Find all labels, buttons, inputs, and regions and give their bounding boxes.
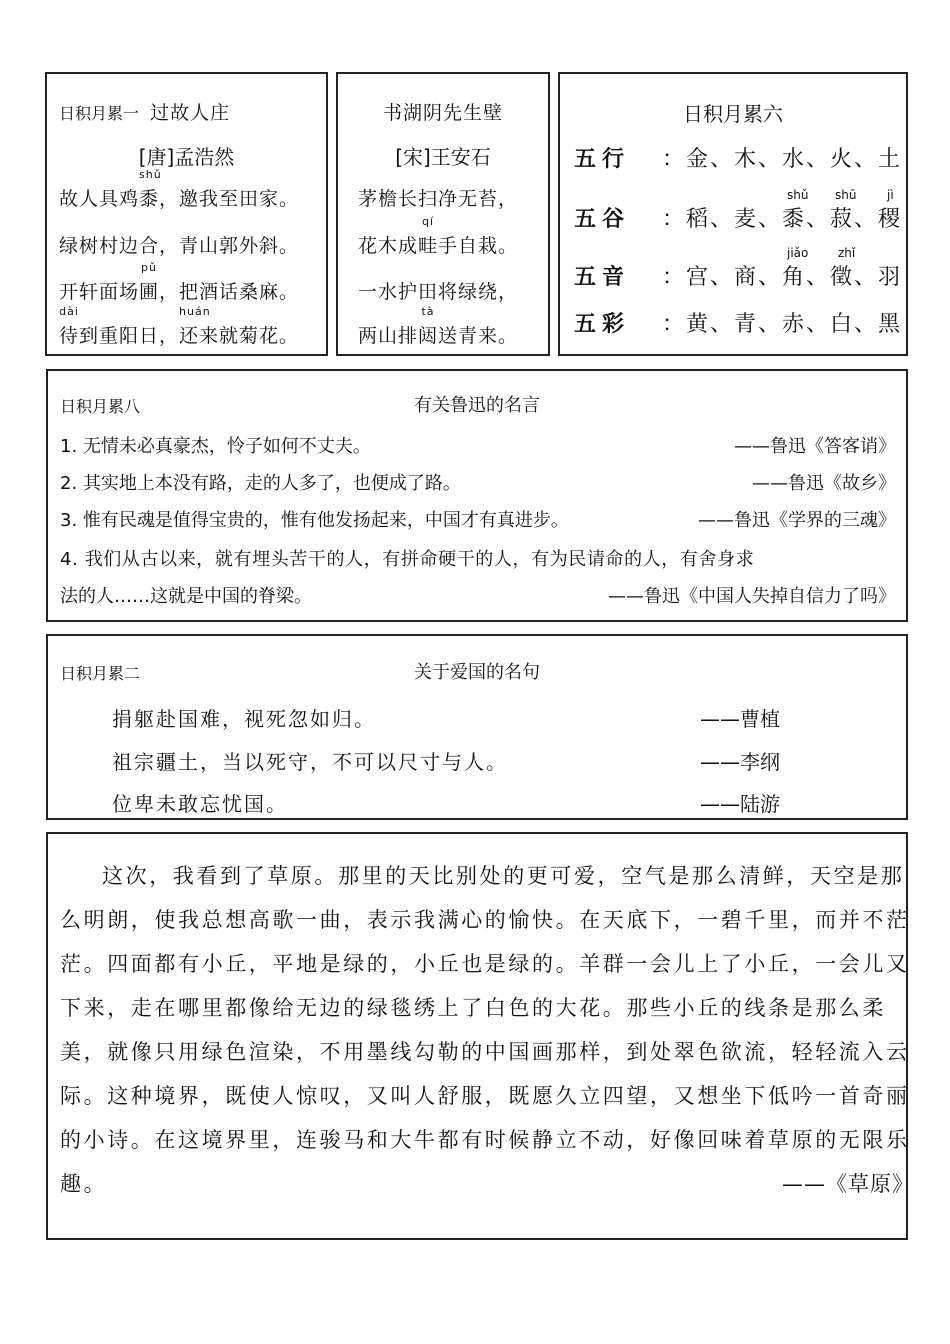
quote-row: 法的人……这就是中国的脊梁。 ——鲁迅《中国人失掉自信力了吗》 [60, 586, 896, 607]
list-item: 五彩 ：黄、青、赤、白、黑 [574, 312, 903, 337]
poem-card-guo-gu-ren-zhuang [45, 72, 328, 356]
pinyin: shǔ [787, 188, 809, 202]
card-title: 日积月累六 [683, 102, 783, 126]
poem-author: [宋]王安石 [395, 145, 491, 169]
card-ri-ji-yue-lei-6 [558, 72, 908, 356]
passage-source: ——《草原》 [782, 1172, 914, 1196]
passage-card-cao-yuan [46, 832, 914, 1240]
list-item: 五行 ：金、木、水、火、土 [574, 147, 903, 172]
poem-line: 一水护田将绿绕， [358, 281, 519, 303]
quote-source: ——陆游 [700, 792, 780, 816]
quote-text: 捐躯赴国难，视死忽如归。 [112, 707, 376, 731]
card-lu-xun-quotes [46, 369, 908, 622]
poem-line: 故人具鸡 shǔ 黍，邀我至田家。 [59, 168, 300, 210]
poem-line: 两山排 tà 闼送青来。 [358, 305, 519, 347]
poem-author: [唐]孟浩然 [138, 145, 235, 169]
quote-text: 位卑未敢忘忧国。 [112, 792, 288, 816]
poem-line: dài 待到重阳日， huán 还来就菊花。 [59, 305, 300, 347]
quote-source: ——李纲 [700, 750, 780, 774]
poem-header [59, 98, 230, 125]
card-patriotic-quotes [46, 634, 908, 820]
list-item: 五音 ：宫、商、角、徵、羽 jiǎo zhǐ [574, 246, 903, 290]
poem-title: 过故人庄 [150, 102, 231, 124]
pinyin: jiǎo [787, 246, 809, 260]
quote-row: 1. 无情未必真豪杰，怜子如何不丈夫。 ——鲁迅《答客诮》 [60, 436, 896, 457]
poem-card-shu-hu-yin [336, 72, 550, 356]
quote-row: 3. 惟有民魂是值得宝贵的，惟有他发扬起来，中国才有真进步。 ——鲁迅《学界的三魂》 [60, 510, 896, 531]
list-item: 五谷 ：稻、麦、黍、菽、稷 shǔ shū jì [574, 188, 903, 232]
poem-title: 书湖阴先生壁 [382, 102, 503, 124]
pinyin: shū [835, 188, 857, 202]
poem-line: 绿树村边合，青山郭外斜。 [59, 235, 300, 257]
quote-source: ——曹植 [700, 707, 780, 731]
card-label: 日积月累二 [60, 664, 141, 683]
quote-text: 祖宗疆土，当以死守，不可以尺寸与人。 [112, 750, 508, 774]
card-title: 有关鲁迅的名言 [414, 395, 540, 416]
card-title: 关于爱国的名句 [414, 662, 540, 683]
pinyin: zhǐ [838, 246, 856, 260]
card-label: 日积月累一 [59, 104, 140, 123]
quote-row: 2. 其实地上本没有路，走的人多了，也便成了路。 ——鲁迅《故乡》 [60, 473, 896, 494]
card-label: 日积月累八 [60, 397, 141, 416]
poem-line: 开轩面场 pǔ 圃，把酒话桑麻。 [59, 261, 300, 303]
quote-row: 4. 我们从古以来，就有埋头苦干的人，有拼命硬干的人，有为民请命的人，有舍身求 [60, 549, 755, 570]
poem-line: 花木成 qí 畦手自栽。 [358, 215, 519, 257]
passage-text: 这次，我看到了草原。那里的天比别处的更可爱，空气是那么清鲜，天空是那么明朗，使我总想高歌一曲，表示我满心的愉快。在天底下，一碧千里，而并不茫茫。四面都有小丘，平地是绿的，小丘也是绿的。羊群一会儿上了小丘，一会儿又下来，走在哪里都像给无边的绿毯绣上了白色的大花。那些小丘的线条是那么柔美，就像只用绿色渲染，不用墨线勾勒的中国画那样，到处翠色欲流，轻轻流入云际。这种境界，既使人惊叹，又叫人舒服，既愿久立四望，又想坐下低吟一首奇丽的小诗。在这境界里，连骏马和大牛都有时候静立不动，好像回味着草原的无限乐趣。 [60, 864, 910, 1196]
passage-body [60, 854, 914, 1206]
pinyin: jì [887, 188, 894, 202]
poem-line: 茅檐长扫净无苔， [358, 188, 519, 210]
